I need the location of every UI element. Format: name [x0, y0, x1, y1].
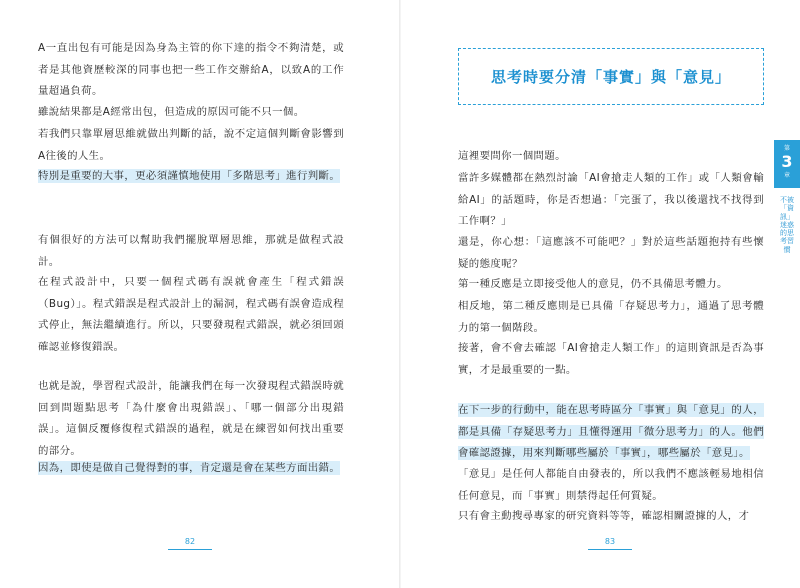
chapter-suffix: 章 — [783, 172, 790, 179]
page-gutter — [399, 0, 401, 588]
highlight-text: 在下一步的行動中，能在思考時區分「事實」與「意見」的人，都是具備「存疑思考力」且懂得運用「微分思考力」的人。他們會確認證據，用來判斷哪些屬於「事實」，哪些屬於「意見」。 — [458, 404, 764, 459]
paragraph: 還是，你心想：「這應該不可能吧？」對於這些話題抱持有些懷疑的態度呢？ — [458, 236, 764, 270]
highlight-text: 因為，即使是做自己覺得對的事，肯定還是會在某些方面出錯。 — [38, 462, 341, 474]
paragraph: 只有會主動搜尋專家的研究資料等等，確認相關證據的人，才 — [458, 510, 750, 522]
highlighted-paragraph — [38, 458, 344, 480]
paragraph: 若我們只靠單層思維就做出判斷的話，說不定這個判斷會影響到A往後的人生。 — [38, 128, 344, 162]
paragraph: 相反地，第二種反應則是已具備「存疑思考力」，通過了思考體力的第一個階段。 — [458, 300, 764, 334]
paragraph: 當許多媒體都在熱烈討論「AI會搶走人類的工作」或「人類會輸給AI」的話題時，你是否想過：「完蛋了，我以後還找不找得到工作啊？」 — [458, 172, 764, 227]
section-title-box — [458, 48, 764, 105]
paragraph: 有個很好的方法可以幫助我們擺脫單層思維，那就是做程式設計。 — [38, 234, 344, 268]
paragraph: 接著，會不會去確認「AI會搶走人類工作」的這則資訊是否為事實，才是最重要的一點。 — [458, 342, 764, 376]
highlighted-paragraph — [458, 400, 764, 465]
highlighted-paragraph — [38, 166, 344, 188]
paragraph: 雖說結果都是A經常出包，但造成的原因可能不只一個。 — [38, 106, 305, 118]
page-number-left: 82 — [168, 537, 212, 550]
paragraph: 也就是說，學習程式設計，能讓我們在每一次發現程式錯誤時就回到問題點思考「為什麼會出現錯誤」、「哪一個部分出現錯誤」。這個反覆修復程式錯誤的過程，就是在練習如何找出重要的部分。 — [38, 380, 344, 457]
chapter-number: 3 — [781, 152, 793, 171]
page-number-right: 83 — [588, 537, 632, 550]
chapter-title: 不被「資訊」迷惑的思考習慣 — [780, 196, 794, 254]
paragraph: 「意見」是任何人都能自由發表的，所以我們不應該輕易地相信任何意見，而「事實」則禁得起任何質疑。 — [458, 468, 764, 502]
paragraph: 第一種反應是立即接受他人的意見，仍不具備思考體力。 — [458, 278, 728, 290]
paragraph: 這裡要問你一個問題。 — [458, 150, 566, 162]
chapter-tab — [774, 140, 800, 188]
highlight-text: 特別是重要的大事，更必須謹慎地使用「多階思考」進行判斷。 — [38, 170, 341, 182]
paragraph: A一直出包有可能是因為身為主管的你下達的指令不夠清楚，或者是其他資歷較深的同事也把一些工作交辦給A，以致A的工作量超過負荷。 — [38, 42, 344, 97]
paragraph: 在程式設計中，只要一個程式碼有誤就會產生「程式錯誤（Bug）」。程式錯誤是程式設計上的漏洞，程式碼有誤會造成程式停止，無法繼續進行。所以，只要發現程式錯誤，就必須回頭確認並修復錯誤。 — [38, 276, 344, 353]
chapter-prefix: 第 — [783, 145, 790, 152]
section-title: 思考時要分清「事實」與「意見」 — [490, 68, 731, 86]
